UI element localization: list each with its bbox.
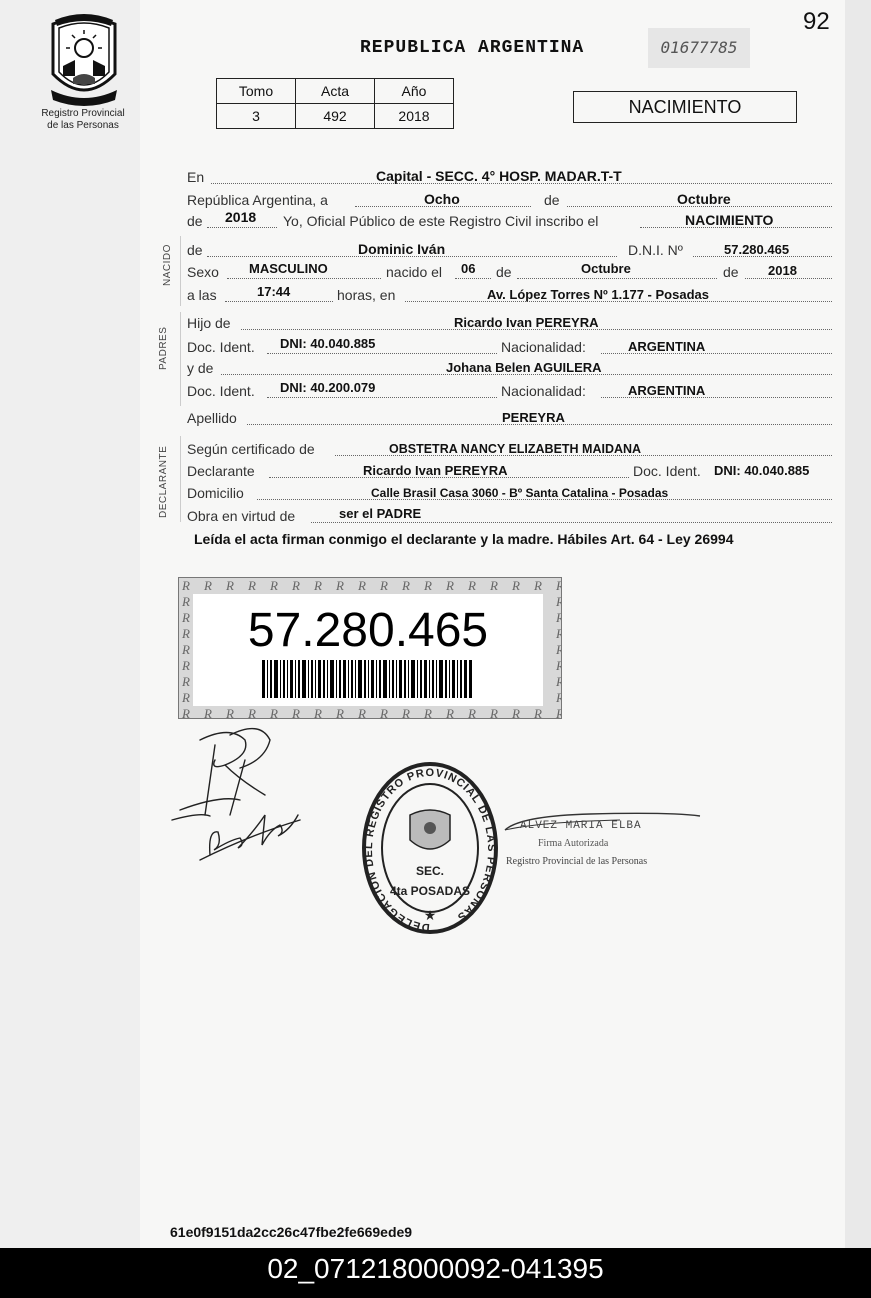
lugar-nacimiento-value: Av. López Torres Nº 1.177 - Posadas xyxy=(487,287,709,302)
footer-code-bar: 02_071218000092-041395 xyxy=(0,1248,871,1298)
row-doc-madre xyxy=(187,381,832,401)
hora-value: 17:44 xyxy=(257,284,291,299)
de-label-2: de xyxy=(187,213,203,229)
row-apellido xyxy=(187,408,832,428)
nacido-label: nacido el xyxy=(386,264,443,280)
row-certificado xyxy=(187,439,832,459)
dotted-line xyxy=(311,522,832,523)
doc-declarante-value: DNI: 40.040.885 xyxy=(714,463,810,478)
declarante-value: Ricardo Ivan PEREYRA xyxy=(363,463,508,478)
de-label-3: de xyxy=(496,264,512,280)
doc-declarante-label: Doc. Ident. xyxy=(633,463,701,479)
dotted-line xyxy=(517,278,717,279)
row-sexo xyxy=(187,262,832,282)
de-label-4: de xyxy=(723,264,739,280)
row-lugar-inscripcion xyxy=(187,167,832,187)
certificado-value: OBSTETRA NANCY ELIZABETH MAIDANA xyxy=(389,442,642,456)
horas-en-label: horas, en xyxy=(337,287,396,303)
record-reference-table xyxy=(216,78,454,129)
anio-header: Año xyxy=(375,79,454,104)
seal-star-icon: ★ xyxy=(423,907,437,923)
certificado-label: Según certificado de xyxy=(187,441,315,457)
officer-office: Registro Provincial de las Personas xyxy=(506,856,648,867)
obra-value: ser el PADRE xyxy=(339,506,422,521)
nombre-value: Dominic Iván xyxy=(358,241,446,257)
officer-role: Firma Autorizada xyxy=(538,838,609,849)
madre-value: Johana Belen AGUILERA xyxy=(446,360,602,375)
seal-center-top: SEC. xyxy=(415,864,445,878)
de-label: de xyxy=(544,192,560,208)
anio-value: 2018 xyxy=(375,104,454,129)
official-seal-stamp xyxy=(360,760,500,936)
dotted-line xyxy=(455,278,491,279)
side-label-nacido: NACIDO xyxy=(162,244,173,286)
dotted-line xyxy=(267,353,497,354)
tomo-value: 3 xyxy=(217,104,296,129)
nacionalidad-padre-label: Nacionalidad: xyxy=(501,339,586,355)
apellido-label: Apellido xyxy=(187,410,237,426)
sexo-label: Sexo xyxy=(187,264,219,280)
section-divider-nacido xyxy=(180,236,181,306)
side-label-declarante: DECLARANTE xyxy=(158,445,169,518)
doc-padre-value: DNI: 40.040.885 xyxy=(280,336,376,351)
doc-madre-value: DNI: 40.200.079 xyxy=(280,380,376,395)
page-number: 92 xyxy=(803,8,830,35)
obra-label: Obra en virtud de xyxy=(187,508,296,524)
nacido-anio-value: 2018 xyxy=(768,263,797,278)
seal-center-bottom: 4ta POSADAS xyxy=(389,884,471,898)
serial-number: 01677785 xyxy=(648,28,750,68)
record-table-header-row xyxy=(217,79,454,104)
nacido-mes-value: Octubre xyxy=(581,261,631,276)
row-oficial xyxy=(187,211,832,231)
dni-sticker-number: 57.280.465 xyxy=(247,604,489,657)
nacionalidad-padre-value: ARGENTINA xyxy=(628,339,706,354)
acto-value: NACIMIENTO xyxy=(685,212,774,228)
seal-ring-text: DELEGACION DEL REGISTRO PROVINCIAL DE LAS PERSONAS xyxy=(362,766,498,934)
document-hash: 61e0f9151da2cc26c47fbe2fe669ede9 xyxy=(170,1224,413,1240)
doc-padre-label: Doc. Ident. xyxy=(187,339,255,355)
row-fecha-inscripcion xyxy=(187,190,832,210)
domicilio-label: Domicilio xyxy=(187,485,244,501)
section-divider-padres xyxy=(180,312,181,406)
section-divider-declarante xyxy=(180,436,181,522)
row-domicilio xyxy=(187,483,832,503)
officer-stamp xyxy=(500,808,705,878)
nacido-dia-value: 06 xyxy=(461,261,476,276)
side-label-padres: PADRES xyxy=(158,326,169,370)
doc-madre-label: Doc. Ident. xyxy=(187,383,255,399)
document-title: REPUBLICA ARGENTINA xyxy=(360,38,585,58)
padre-value: Ricardo Ivan PEREYRA xyxy=(454,315,599,330)
handwritten-signature xyxy=(170,720,310,870)
row-padre xyxy=(187,313,832,333)
provincial-coat-of-arms-icon xyxy=(45,14,123,106)
dotted-line xyxy=(227,278,381,279)
hijo-label: Hijo de xyxy=(187,315,231,331)
facing-page-edge xyxy=(0,0,140,1248)
nacionalidad-madre-value: ARGENTINA xyxy=(628,383,706,398)
record-table-value-row xyxy=(217,104,454,129)
row-nombre xyxy=(187,240,832,260)
en-label: En xyxy=(187,169,205,185)
apellido-value: PEREYRA xyxy=(502,410,565,425)
dni-label: D.N.I. Nº xyxy=(628,242,683,258)
en-value: Capital - SECC. 4° HOSP. MADAR.T-T xyxy=(376,168,622,184)
nombre-label: de xyxy=(187,242,203,258)
dotted-line xyxy=(207,227,277,228)
dotted-line xyxy=(267,397,497,398)
registry-caption-line-1: Registro Provincial xyxy=(41,108,125,119)
row-madre xyxy=(187,358,832,378)
registry-caption xyxy=(20,108,146,132)
officer-name: ALVEZ MARIA ELBA xyxy=(520,820,642,832)
acta-value: 492 xyxy=(296,104,375,129)
alas-label: a las xyxy=(187,287,217,303)
republica-label: República Argentina, a xyxy=(187,192,328,208)
sexo-value: MASCULINO xyxy=(249,261,328,276)
mes-value: Octubre xyxy=(677,191,731,207)
row-obra xyxy=(187,506,832,526)
nacionalidad-madre-label: Nacionalidad: xyxy=(501,383,586,399)
row-hora xyxy=(187,285,832,305)
closing-note: Leída el acta firman conmigo el declarante y la madre. Hábiles Art. 64 - Ley 26994 xyxy=(194,531,734,547)
dotted-line xyxy=(745,278,832,279)
registry-caption-line-2: de las Personas xyxy=(47,120,119,131)
barcode-icon xyxy=(262,660,472,698)
dni-value: 57.280.465 xyxy=(724,242,790,257)
dia-value: Ocho xyxy=(424,191,460,207)
record-type-box: NACIMIENTO xyxy=(573,91,797,123)
domicilio-value: Calle Brasil Casa 3060 - Bº Santa Catalina - Posadas xyxy=(371,486,669,500)
declarante-label: Declarante xyxy=(187,463,255,479)
oficial-text: Yo, Oficial Público de este Registro Civil inscribo el xyxy=(283,213,599,229)
anio-inscripcion-value: 2018 xyxy=(225,209,257,225)
tomo-header: Tomo xyxy=(217,79,296,104)
yde-label: y de xyxy=(187,360,214,376)
dotted-line xyxy=(225,301,333,302)
row-declarante xyxy=(187,461,832,481)
acta-header: Acta xyxy=(296,79,375,104)
row-doc-padre xyxy=(187,337,832,357)
